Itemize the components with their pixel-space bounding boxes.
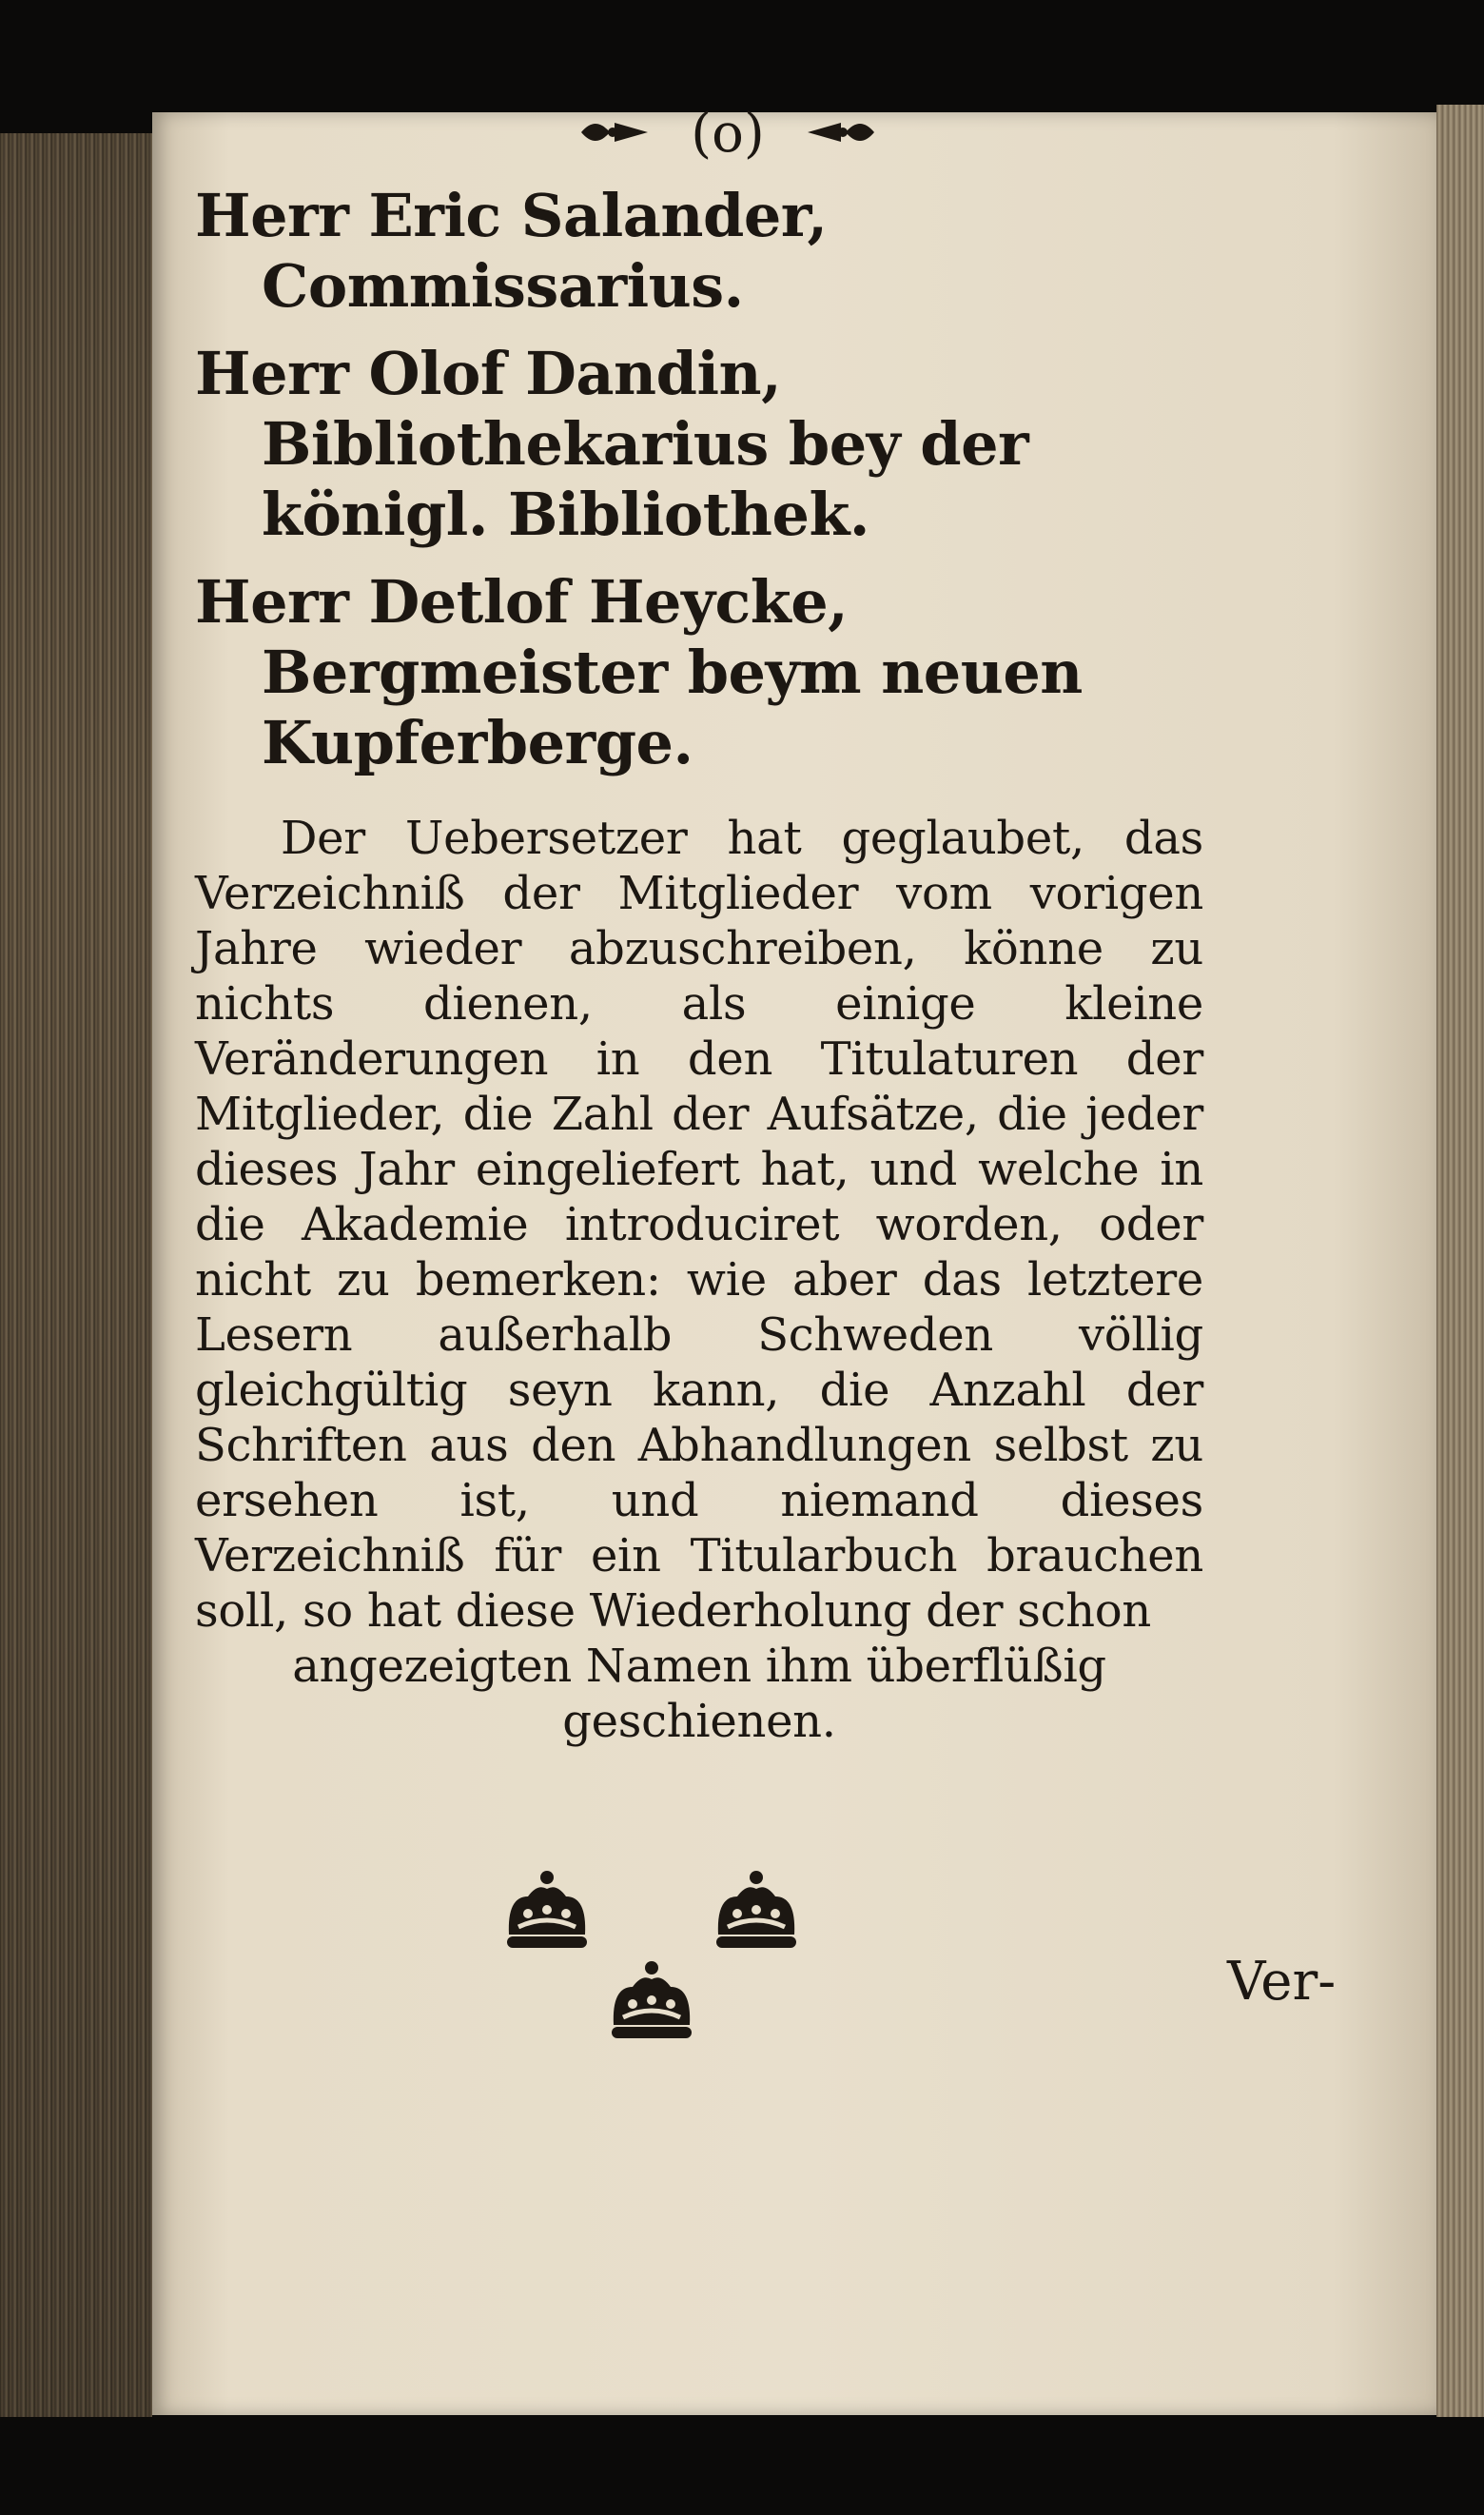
member-entry: Herr Olof Dandin, Bibliothekarius bey der königl. Bibliothek. [195,339,1029,549]
translator-note [195,811,1203,1639]
ornament-right-icon [803,103,879,165]
translator-note-text: Der Uebersetzer hat geglaubet, das Verzeichniß der Mitglieder vom vorigen Jahre wieder abzuschreiben, könne zu nichts dienen, als einige kleine Veränderungen in den Titulaturen der Mitglieder, die Zahl der Aufsätze, die jeder dieses Jahr eingeliefert hat, und welche in die Akademie introduciret worden, oder nicht zu bemerken: wie aber das letztere Lesern außerhalb Schweden völlig gleichgültig seyn kann, die Anzahl der Schriften aus den Abhandlungen selbst zu ersehen ist, und niemand dieses Verzeichniß für ein Titularbuch brauchen soll, so hat diese Wiederholung der schon [195,812,1203,1638]
ornament-left-icon [576,103,653,165]
book-edge-left [0,133,152,2417]
catchword: Ver- [1227,1951,1337,2013]
crown-icon [709,1868,804,1957]
page-header [252,95,1203,171]
translator-note-end: angezeigten Namen ihm überflüßig geschienen. [292,1640,1106,1748]
page-number: (o) [691,102,765,165]
crown-icon [604,1958,699,2048]
crown-ornaments [195,1868,1203,2106]
member-entry: Herr Detlof Heycke, Bergmeister beym neuen Kupferberge. [195,567,1083,777]
crown-icon [499,1868,595,1957]
member-entry: Herr Eric Salander, Commissarius. [195,181,828,321]
page-content [195,95,1203,2106]
book-edge-right [1436,105,1484,2417]
